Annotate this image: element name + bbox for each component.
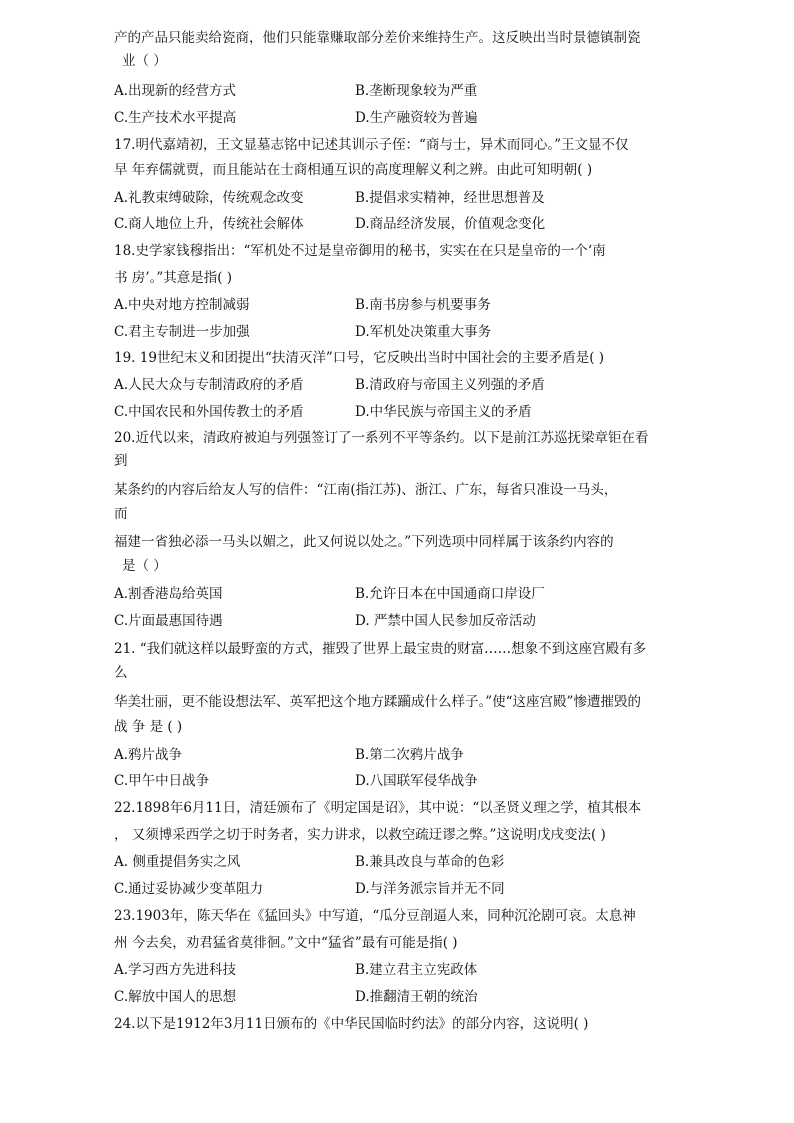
q18-stem-line-2: 书 房’。”其意是指( ) xyxy=(114,270,233,286)
q19-option-c: C.中国农民和外国传教士的矛盾 xyxy=(114,404,304,420)
q22-stem-line-2: ， 又须博采西学之切于时务者，实力讲求，以救空疏迂谬之弊。”这说明戊戌变法( ) xyxy=(114,827,606,843)
q16-stem-line-2: 业（ ） xyxy=(122,53,167,69)
q21-stem-line-2: 么 xyxy=(114,665,128,681)
q23-option-d: D.推翻清王朝的统治 xyxy=(355,989,478,1005)
q20-stem-line-3: 某条约的内容后给友人写的信件：“江南(指江苏)、浙江、广东，每省只准设一马头， xyxy=(114,482,618,498)
q20-stem-line-1: 20.近代以来，清政府被迫与列强签订了一系列不平等条约。以下是前江苏巡抚梁章钜在看 xyxy=(114,430,649,446)
q23-option-b: B.建立君主立宪政体 xyxy=(355,962,478,978)
q17-option-a: A.礼教束缚破除，传统观念改变 xyxy=(114,190,304,206)
q21-stem-line-3: 华美壮丽，更不能设想法军、英军把这个地方蹂躏成什么样子。”使“这座宫殿”惨遭摧毁的 xyxy=(114,694,641,710)
q23-stem-line-2: 州 今去矣，劝君猛省莫徘徊。”文中“猛省”最有可能是指( ) xyxy=(114,935,458,951)
q21-option-d: D.八国联军侵华战争 xyxy=(355,773,478,789)
q19-option-b: B.清政府与帝国主义列强的矛盾 xyxy=(355,377,545,393)
q20-stem-line-5: 福建一省独必添一马头以媚之，此又何说以处之。”下列选项中同样属于该条约内容的 xyxy=(114,534,614,550)
q20-stem-line-2: 到 xyxy=(114,453,128,469)
q23-option-c: C.解放中国人的思想 xyxy=(114,989,237,1005)
q19-option-a: A.人民大众与专制清政府的矛盾 xyxy=(114,377,304,393)
q16-option-d: D.生产融资较为普遍 xyxy=(355,110,478,126)
q20-option-b: B.允许日本在中国通商口岸设厂 xyxy=(355,586,545,602)
q20-stem-line-6: 是（ ） xyxy=(122,558,167,574)
q21-option-c: C.甲午中日战争 xyxy=(114,773,210,789)
q18-option-b: B.南书房参与机要事务 xyxy=(355,297,491,313)
q17-stem-line-1: 17.明代嘉靖初，王文显墓志铭中记述其训示子侄：“商与士，异术而同心。”王文显不仅 xyxy=(114,137,629,153)
q18-option-c: C.君主专制进一步加强 xyxy=(114,324,250,340)
q22-option-a: A. 侧重提倡务实之风 xyxy=(114,854,241,870)
q18-stem-line-1: 18.史学家钱穆指出：“军机处不过是皇帝御用的秘书，实实在在只是皇帝的一个‘南 xyxy=(114,243,606,259)
q23-option-a: A.学习西方先进科技 xyxy=(114,962,237,978)
q17-option-c: C.商人地位上升，传统社会解体 xyxy=(114,216,304,232)
q18-option-a: A.中央对地方控制减弱 xyxy=(114,297,250,313)
q20-option-d: D. 严禁中国人民参加反帝活动 xyxy=(355,613,536,629)
q16-option-c: C.生产技术水平提高 xyxy=(114,110,237,126)
q24-stem-line-1: 24.以下是1912年3月11日颁布的《中华民国临时约法》的部分内容，这说明( ) xyxy=(114,1016,589,1032)
q18-option-d: D.军机处决策重大事务 xyxy=(355,324,492,340)
q22-option-b: B.兼具改良与革命的色彩 xyxy=(355,854,505,870)
q19-stem-line-1: 19. 19世纪末义和团提出“扶清灭洋”口号，它反映出当时中国社会的主要矛盾是( ) xyxy=(114,350,605,366)
q21-stem-line-4: 战 争 是 ( ) xyxy=(114,719,183,735)
q17-option-b: B.提倡求实精神，经世思想普及 xyxy=(355,190,545,206)
q20-stem-line-4: 而 xyxy=(114,506,128,522)
q20-option-a: A.割香港岛给英国 xyxy=(114,586,223,602)
q20-option-c: C.片面最惠国待遇 xyxy=(114,613,223,629)
q21-option-a: A.鸦片战争 xyxy=(114,747,183,763)
q22-stem-line-1: 22.1898年6月11日，清廷颁布了《明定国是诏》，其中说：“以圣贤义理之学，植其根本 xyxy=(114,800,642,816)
q21-option-b: B.第二次鸦片战争 xyxy=(355,747,464,763)
q19-option-d: D.中华民族与帝国主义的矛盾 xyxy=(355,404,532,420)
q21-stem-line-1: 21. “我们就这样以最野蛮的方式，摧毁了世界上最宝贵的财富……想象不到这座宫殿有多 xyxy=(114,641,647,657)
q22-option-c: C.通过妥协减少变革阻力 xyxy=(114,881,264,897)
q16-stem-line-1: 产的产品只能卖给瓷商，他们只能靠赚取部分差价来维持生产。这反映出当时景德镇制瓷 xyxy=(114,30,641,46)
q17-option-d: D.商品经济发展，价值观念变化 xyxy=(355,216,546,232)
q23-stem-line-1: 23.1903年，陈天华在《猛回头》中写道，“瓜分豆剖逼人来，同种沉沦剧可哀。太息神 xyxy=(114,908,636,924)
q16-option-a: A.出现新的经营方式 xyxy=(114,83,237,99)
q17-stem-line-2: 早 年弃儒就贾，而且能站在士商相通互识的高度理解义利之辨。由此可知明朝( ) xyxy=(114,162,593,178)
q22-option-d: D.与洋务派宗旨并无不同 xyxy=(355,881,505,897)
q16-option-b: B.垄断现象较为严重 xyxy=(355,83,478,99)
